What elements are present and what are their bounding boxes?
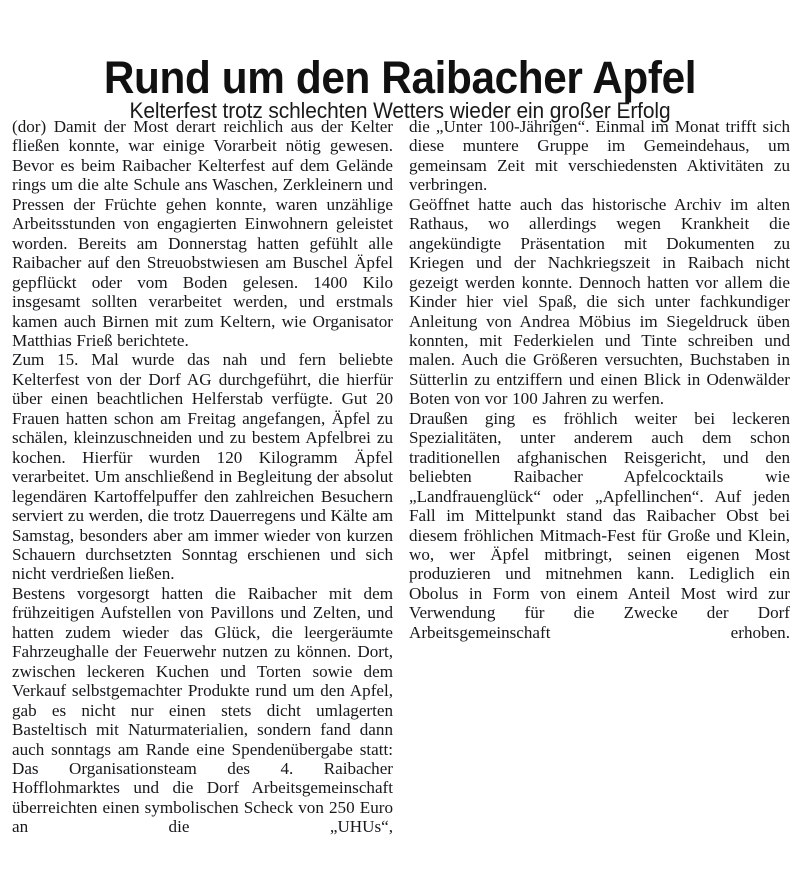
paragraph: Zum 15. Mal wurde das nah und fern beliebte Kelterfest von der Dorf AG durchgeführt, die hierfür über einen beachtlichen Helferstab verfügte. Gut 20 Frauen hatten schon am Freitag angefangen, Äpfel zu schälen, kleinzuschneiden und zu bestem Apfelbrei zu kochen. Hierfür wurden 120 Kilogramm Äpfel verarbeitet. Um anschließend in Begleitung der absolut legendären Kartoffelpuffer den zahlreichen Besuchern serviert zu werden, die trotz Dauerregens und Kälte am Samstag, besonders aber am immer wieder von kurzen Schauern durchsetzten Sonntag erschienen und sich nicht verdrießen ließen. [12, 350, 394, 584]
article-subheadline: Kelterfest trotz schlechten Wetters wieder ein großer Erfolg [129, 98, 671, 124]
article-body [12, 117, 790, 873]
paragraph: die „Unter 100-Jährigen“. Einmal im Monat trifft sich diese muntere Gruppe im Gemeindehaus, um gemeinsam Zeit mit verschiedensten Aktivitäten zu verbringen. [409, 117, 790, 195]
paragraph: Bestens vorgesorgt hatten die Raibacher mit dem frühzeitigen Aufstellen von Pavillons und Zelten, und hatten zudem wieder das Glück, die leergeräumte Fahrzeughalle der Feuerwehr nutzen zu können. Dort, zwischen leckeren Kuchen und Torten sowie dem Verkauf selbstgemachter Produkte rund um den Apfel, gab es nicht nur einen stets dicht umlagerten Basteltisch mit Naturmaterialien, sondern fand dann auch sonntags am Rande eine Spendenübergabe statt: Das Organisationsteam des 4. Raibacher Hofflohmarktes und die Dorf Arbeitsgemeinschaft überreichten einen symbolischen Scheck von 250 Euro an die „UHUs“, [12, 583, 393, 837]
paragraph: Geöffnet hatte auch das historische Archiv im alten Rathaus, wo allerdings wegen Krankheit die angekündigte Präsentation mit Dokumenten zu Kriegen und der Nachkriegszeit in Raibach nicht gezeigt werden konnte. Dennoch hatten vor allem die Kinder hier viel Spaß, die sich unter fachkundiger Anleitung von Andrea Möbius im Siegeldruck üben konnten, mit Federkielen und Tinte schreiben und malen. Auch die Größeren versuchten, Buchstaben in Sütterlin zu entziffern und einen Blick in Odenwälder Boten von vor 100 Jahren zu werfen. [409, 194, 790, 409]
body-column-left [12, 117, 393, 856]
article-headline: Rund um den Raibacher Apfel [103, 52, 697, 104]
paragraph: (dor) Damit der Most derart reichlich aus der Kelter fließen konnte, war einige Vorarbeit nötig gewesen. Bevor es beim Raibacher Kelterfest auf dem Gelände rings um die alte Schule ans Waschen, Zerkleinern und Pressen der Früchte gehen konnte, waren unzählige Arbeitsstunden von engagierten Einwohnern geleistet worden. Bereits am Donnerstag hatten gefühlt alle Raibacher auf den Streuobstwiesen am Buschel Äpfel gepflückt oder vom Boden gelesen. 1400 Kilo insgesamt sollten verarbeitet werden, und erstmals kamen auch Birnen mit zum Keltern, wie Organisator Matthias Frieß berichtete. [12, 117, 393, 350]
body-column-right [409, 117, 790, 662]
paragraph: Draußen ging es fröhlich weiter bei leckeren Spezialitäten, unter anderem auch dem schon traditionellen afghanischen Reisgericht, und den beliebten Raibacher Apfelcocktails wie „Landfrauenglück“ oder „Apfellinchen“. Auf jeden Fall im Mittelpunkt stand das Raibacher Obst bei diesem fröhlichen Mitmach-Fest für Große und Klein, wo, wer Äpfel mitbringt, seinen eigenen Most produzieren und mitnehmen kann. Lediglich ein Obolus in Form von einem Anteil Most wird zur Verwendung für die Zwecke der Dorf Arbeitsgemeinschaft erhoben. [409, 408, 790, 642]
